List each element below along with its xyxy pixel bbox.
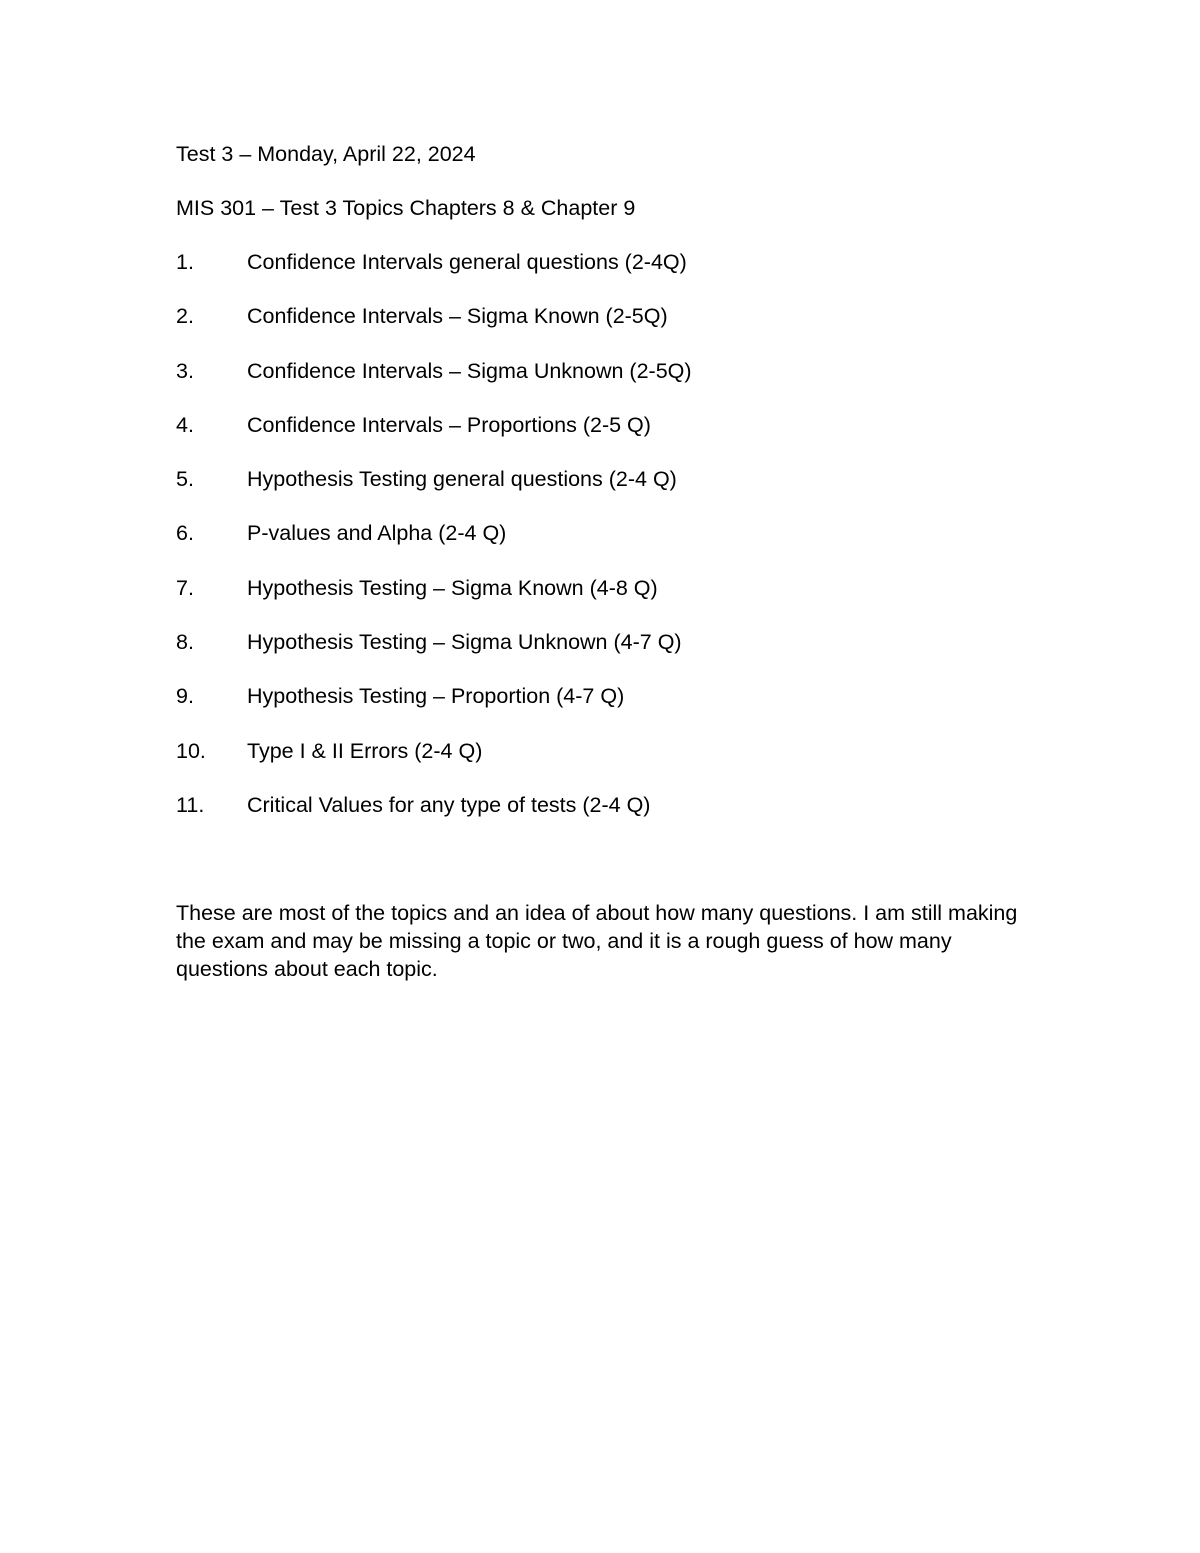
- topic-text: Hypothesis Testing – Proportion (4-7 Q): [247, 684, 625, 709]
- topic-text: Confidence Intervals – Sigma Unknown (2-5Q): [247, 358, 692, 383]
- course-topics-line: MIS 301 – Test 3 Topics Chapters 8 & Chapter 9: [176, 196, 636, 220]
- topic-text: Confidence Intervals general questions (2-4Q): [247, 250, 687, 274]
- topic-item: [176, 683, 1036, 710]
- topic-item: [176, 358, 1036, 385]
- topic-item: [176, 575, 1036, 602]
- topic-text: Hypothesis Testing – Sigma Unknown (4-7 Q): [247, 630, 682, 655]
- topic-text: Critical Values for any type of tests (2-4 Q): [247, 792, 651, 817]
- topic-item: [176, 792, 1036, 819]
- document-content: [176, 141, 1036, 983]
- closing-note: These are most of the topics and an idea of about how many questions. I am still making the exam and may be missing a topic or two, and it is a rough guess of how many questions about each topic.: [176, 900, 1018, 981]
- topic-number: 9.: [176, 684, 194, 709]
- test-date-line: Test 3 – Monday, April 22, 2024: [176, 142, 476, 166]
- topic-text: Type I & II Errors (2-4 Q): [247, 738, 483, 763]
- topic-item: [176, 303, 1036, 330]
- topic-number: 2.: [176, 304, 194, 329]
- topic-number: 10.: [176, 738, 206, 763]
- topic-number: 1.: [176, 250, 194, 274]
- topic-item: [176, 249, 1036, 276]
- topic-list: [176, 249, 1036, 819]
- topic-number: 4.: [176, 412, 194, 437]
- topic-item: [176, 520, 1036, 547]
- topic-item: [176, 412, 1036, 439]
- topic-text: Hypothesis Testing general questions (2-4 Q): [247, 467, 677, 492]
- topic-item: [176, 466, 1036, 493]
- topic-number: 6.: [176, 521, 194, 546]
- topic-item: [176, 629, 1036, 656]
- topic-number: 5.: [176, 467, 194, 492]
- topic-item: [176, 738, 1036, 765]
- topic-number: 8.: [176, 630, 194, 655]
- topic-text: Confidence Intervals – Proportions (2-5 Q): [247, 412, 651, 437]
- topic-text: Confidence Intervals – Sigma Known (2-5Q): [247, 304, 668, 329]
- topic-text: P-values and Alpha (2-4 Q): [247, 521, 507, 546]
- topic-number: 7.: [176, 575, 194, 600]
- topic-number: 11.: [176, 792, 205, 817]
- topic-text: Hypothesis Testing – Sigma Known (4-8 Q): [247, 575, 658, 600]
- topic-number: 3.: [176, 358, 194, 383]
